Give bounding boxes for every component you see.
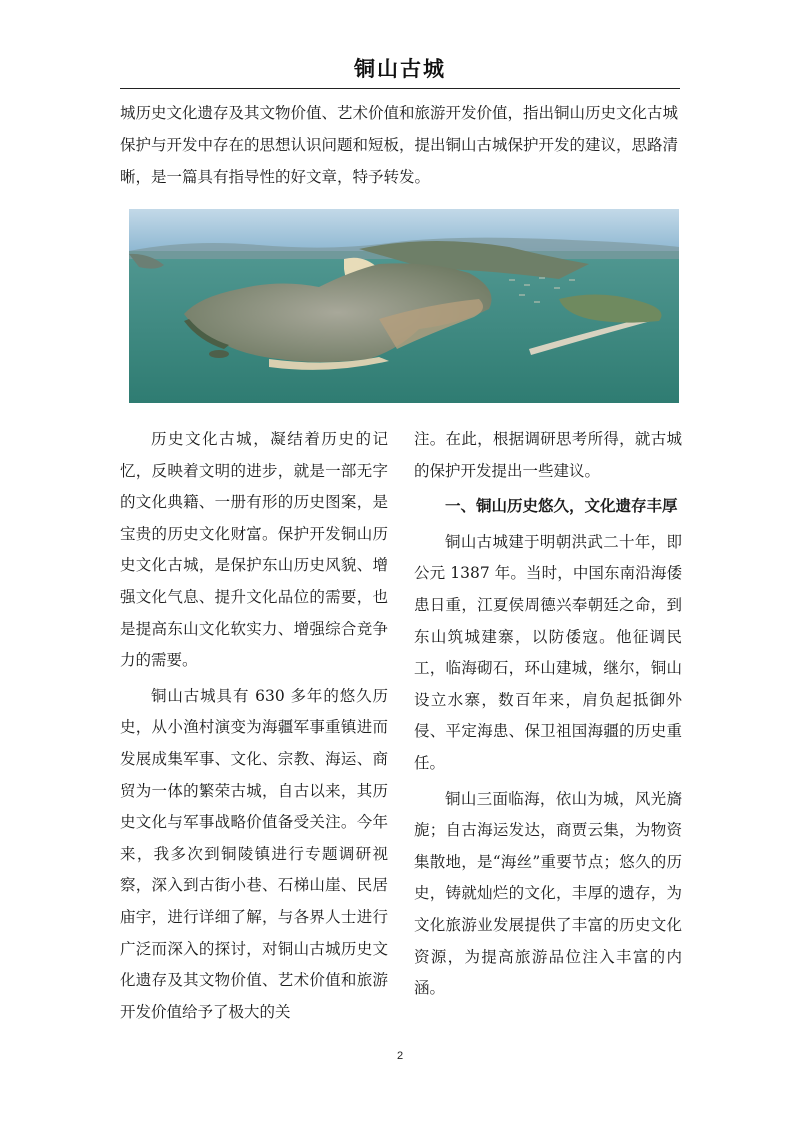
aerial-photo-image (129, 209, 679, 403)
left-paragraph-1: 历史文化古城，凝结着历史的记忆，反映着文明的进步，就是一部无字的文化典籍、一册有形的历史图案，是宝贵的历史文化财富。保护开发铜山历史文化古城，是保护东山历史风貌、增强文化气息、提升文化品位的需要，也是提高东山文化软实力、增强综合竞争力的需要。 (120, 430, 388, 670)
aerial-photo (129, 209, 679, 403)
left-paragraph-2: 铜山古城具有 630 多年的悠久历史，从小渔村演变为海疆军事重镇进而发展成集军事、文化、宗教、海运、商贸为一体的繁荣古城，自古以来，其历史文化与军事战略价值备受关注。今年来，我多次到铜陵镇进行专题调研视察，深入到古街小巷、石梯山崖、民居庙宇，进行详细了解，与各界人士进行广泛而深入的探讨，对铜山古城历史文化遗存及其文物价值、艺术价值和旅游开发价值给予了极大的关 (120, 686, 388, 1021)
page-title: 铜山古城 (354, 57, 446, 81)
intro-text: 城历史文化遗存及其文物价值、艺术价值和旅游开发价值，指出铜山历史文化古城保护与开发中存在的思想认识问题和短板，提出铜山古城保护开发的建议，思路清晰，是一篇具有指导性的好文章，特予转发。 (120, 104, 679, 186)
page-number: 2 (396, 1050, 404, 1062)
intro-paragraph (120, 97, 682, 193)
right-column (414, 424, 682, 1009)
page-header (120, 52, 680, 89)
right-paragraph-2: 铜山三面临海，依山为城，风光旖旎；自古海运发达，商贾云集，为物资集散地，是“海丝”重要节点；悠久的历史，铸就灿烂的文化，丰厚的遗存，为文化旅游业发展提供了丰富的历史文化资源，为提高旅游品位注入丰富的内涵。 (414, 789, 682, 998)
right-paragraph-1: 铜山古城建于明朝洪武二十年，即公元 1387 年。当时，中国东南沿海倭患日重，江夏侯周德兴奉朝廷之命，到东山筑城建寨，以防倭寇。他征调民工，临海砌石，环山建城，继尔，铜山设立水寨，数百年来，肩负起抵御外侵、平定海患、保卫祖国海疆的历史重任。 (414, 532, 682, 772)
right-continuation: 注。在此，根据调研思考所得，就古城的保护开发提出一些建议。 (414, 430, 682, 480)
left-column (120, 424, 388, 1032)
section-heading: 一、铜山历史悠久，文化遗存丰厚 (445, 497, 678, 516)
